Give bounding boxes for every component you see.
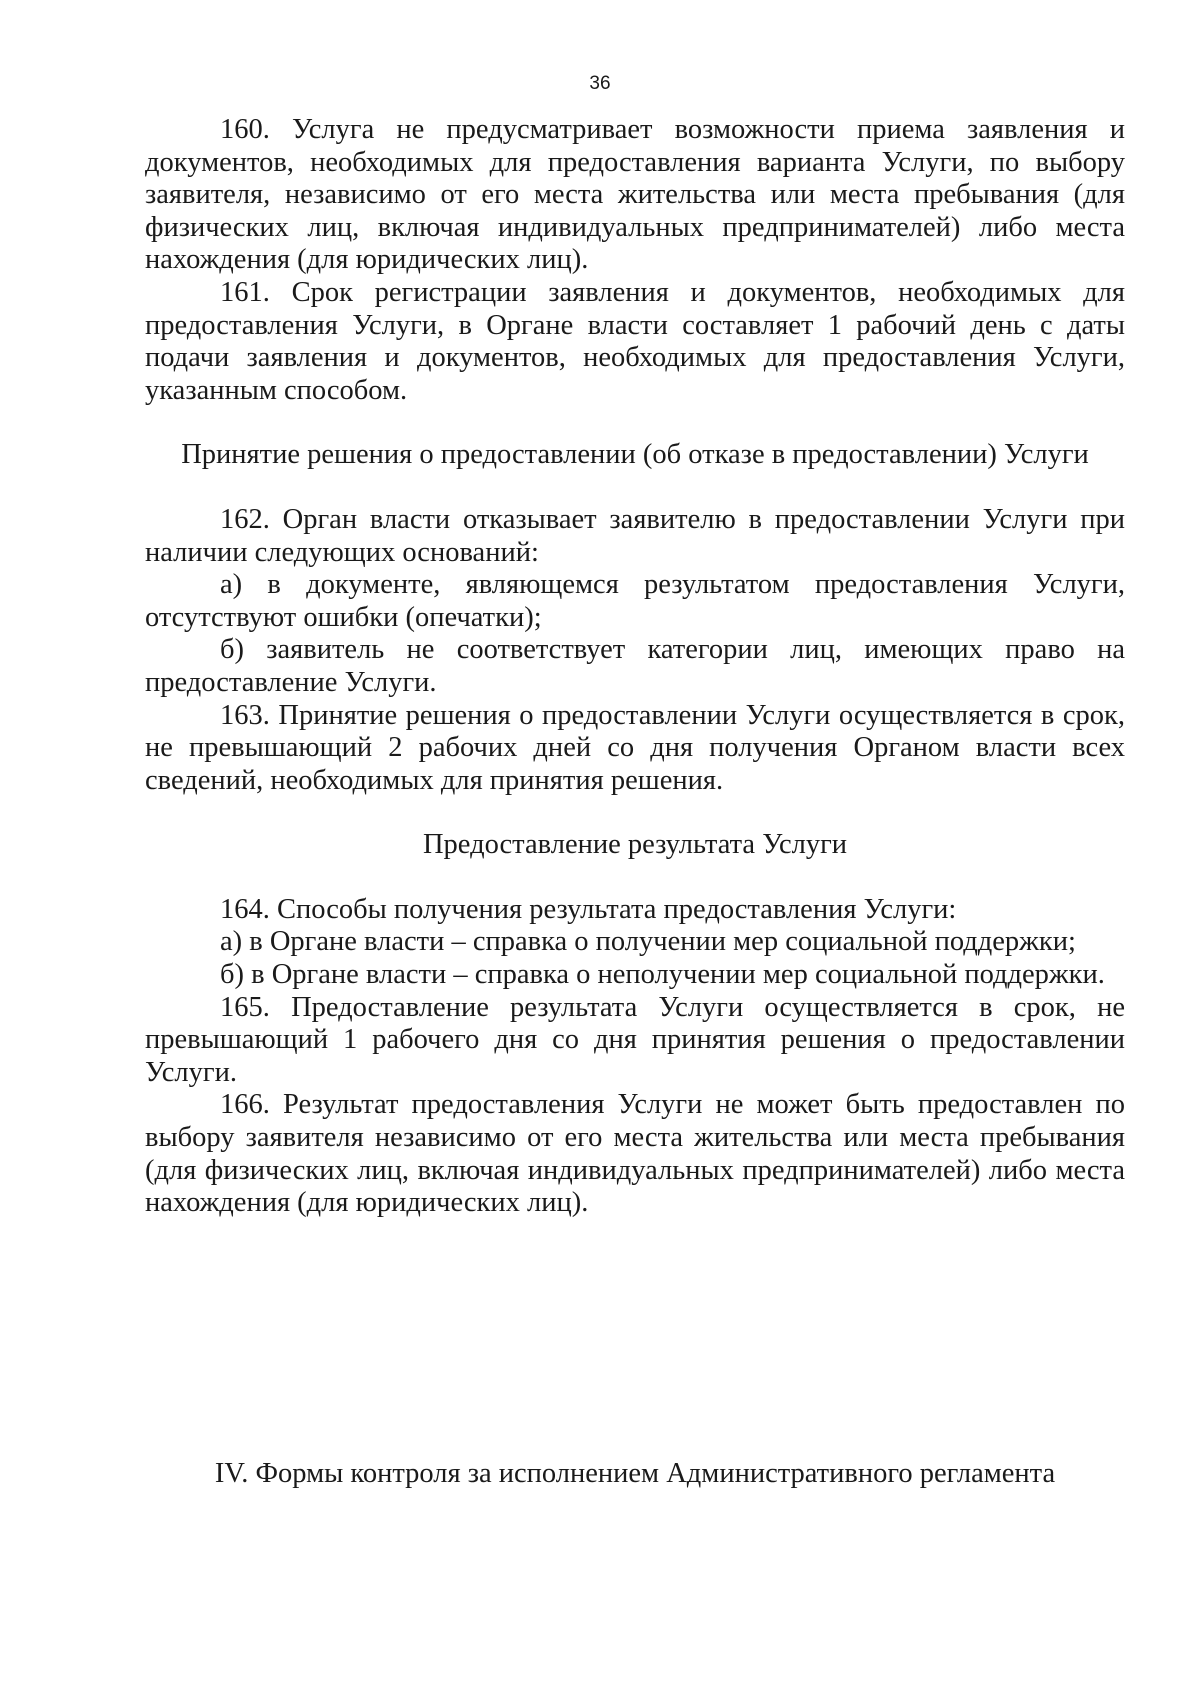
paragraph-162-a: а) в документе, являющемся результатом предоставления Услуги, отсутствуют ошибки (опечатки);: [145, 569, 1125, 633]
spacer: [145, 862, 1125, 894]
paragraph-162: 162. Орган власти отказывает заявителю в предоставлении Услуги при наличии следующих оснований:: [145, 503, 1125, 568]
paragraph-164-a: а) в Органе власти – справка о получении мер социальной поддержки;: [220, 926, 1076, 958]
section-heading-result: Предоставление результата Услуги: [422, 829, 848, 861]
paragraph-161: 161. Срок регистрации заявления и документов, необходимых для предоставления Услуги, в Органе власти составляет 1 рабочий день с даты подачи заявления и документов, необходимых для предоставления Услуги, указанным способом.: [145, 276, 1125, 406]
paragraph-163: 163. Принятие решения о предоставлении Услуги осуществляется в срок, не превышающий 2 рабочих дней со дня получения Органом власти всех сведений, необходимых для принятия решения.: [145, 699, 1125, 796]
paragraph-165: 165. Предоставление результата Услуги осуществляется в срок, не превышающий 1 рабочего дня со дня принятия решения о предоставлении Услуги.: [145, 991, 1125, 1088]
paragraph-164-b: б) в Органе власти – справка о неполучении мер социальной поддержки.: [220, 959, 1105, 991]
paragraph-160: 160. Услуга не предусматривает возможности приема заявления и документов, необходимых для предоставления варианта Услуги, по выбору заявителя, независимо от его места жительства или места пребывания (для физических лиц, включая индивидуальных предпринимателей) либо места нахождения (для юридических лиц).: [145, 114, 1125, 276]
spacer: [145, 797, 1125, 829]
paragraph-164: 164. Способы получения результата предоставления Услуги:: [220, 893, 957, 925]
spacer: [145, 472, 1125, 504]
section-heading-iv: IV. Формы контроля за исполнением Административного регламента: [214, 1458, 1056, 1489]
paragraph-162-b: б) заявитель не соответствует категории лиц, имеющих право на предоставление Услуги.: [145, 634, 1125, 698]
document-body: [145, 114, 1125, 1220]
page-number: 36: [589, 73, 611, 94]
spacer: [145, 407, 1125, 439]
paragraph-166: 166. Результат предоставления Услуги не может быть предоставлен по выбору заявителя независимо от его места жительства или места пребывания (для физических лиц, включая индивидуальных предпринимателей) либо места нахождения (для юридических лиц).: [145, 1089, 1125, 1219]
section-heading-decision: Принятие решения о предоставлении (об отказе в предоставлении) Услуги: [181, 439, 1089, 471]
